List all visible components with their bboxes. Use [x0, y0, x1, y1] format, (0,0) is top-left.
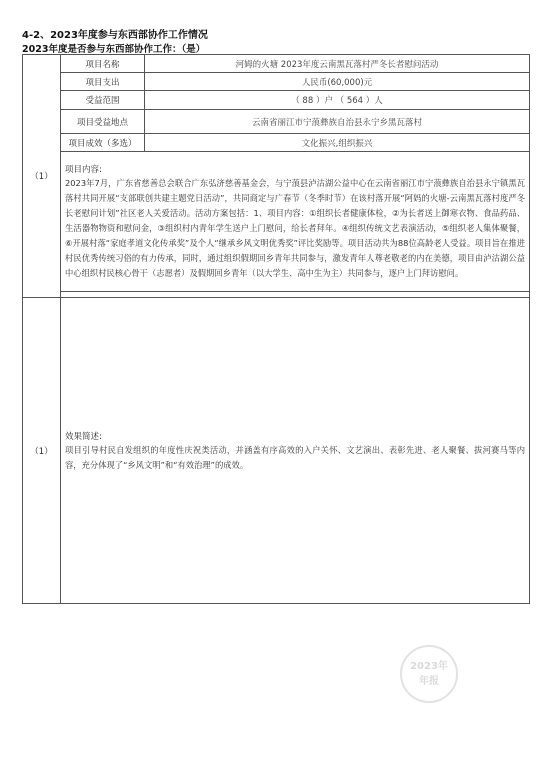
- beneficiary-location-label: 项目受益地点: [61, 110, 145, 134]
- watermark-year: 2023年: [410, 661, 448, 672]
- row-beneficiary-location: [23, 110, 530, 134]
- row-project-expense: [23, 73, 530, 91]
- beneficiary-scope-label: 受益范围: [61, 91, 145, 110]
- row-beneficiary-scope: [23, 91, 530, 110]
- project-name-value: 河姆的火塘 2023年度云南黑瓦落村严冬长者慰问活动: [145, 55, 530, 73]
- row-project-name: [23, 55, 530, 73]
- row-project-content: [23, 152, 530, 292]
- row-effect-summary: [23, 298, 530, 604]
- watermark-label: 年报: [419, 676, 439, 687]
- beneficiary-scope-value: （ 88 ）户 （ 564 ）人: [145, 91, 530, 110]
- section-title: 4-2、2023年度参与东西部协作工作情况: [22, 30, 208, 41]
- effect-summary-title: 效果简述:: [65, 431, 102, 442]
- effect-summary-cell: [61, 298, 530, 604]
- row-index-upper: （1）: [23, 55, 61, 298]
- annual-report-watermark: [400, 645, 458, 703]
- project-effect-label: 项目成效（多选）: [61, 134, 145, 152]
- project-effect-value: 文化振兴,组织振兴: [145, 134, 530, 152]
- project-content-title: 项目内容:: [65, 165, 102, 175]
- beneficiary-location-value: 云南省丽江市宁蒗彝族自治县永宁乡黑瓦落村: [145, 110, 530, 134]
- project-content-text: 2023年7月，广东省慈善总会联合广东弘济慈善基金会，与宁蒗县泸沽湖公益中心在云南省丽江市宁蒗彝族自治县永宁镇黑瓦落村共同开展“支部联创共建主题党日活动”，共同商定与广春节（冬季时节）在该村落开展“阿妈的火塘-云南黑瓦落村度严冬长老慰问计划”社区老人关爱活动。活动方案包括：1、项目内容：①组织长者健康体检，②为长者送上御寒衣物、食品药品、生活器物物资和慰问金，③组织村内青年学生送户上门慰问，给长者拜年。④组织传统文艺表演活动，⑤组织老人集体聚餐，⑥开展村落“家庭孝道文化传承奖”及个人“继承乡风文明优秀奖”评比奖励等。项目活动共为88位高龄老人受益。项目旨在推进村民优秀传统习俗的有力传承，同时，通过组织假期回乡青年共同参与，激发青年人尊老敬老的内在美德，项目由泸沽湖公益中心组织村民核心骨干（志愿者）及假期回乡青年（以大学生、高中生为主）共同参与，逐户上门拜访慰问。: [65, 178, 525, 278]
- section-subtitle: 2023年度是否参与东西部协作工作：（是）: [22, 44, 206, 55]
- cooperation-table: [22, 54, 530, 604]
- project-content-cell: [61, 152, 530, 292]
- row-project-effect: [23, 134, 530, 152]
- project-name-label: 项目名称: [61, 55, 145, 73]
- row-index-lower: （1）: [23, 298, 61, 604]
- project-expense-value: 人民币(60,000)元: [145, 73, 530, 91]
- project-expense-label: 项目支出: [61, 73, 145, 91]
- effect-summary-text: 项目引导村民自发组织的年度性庆祝类活动，并涵盖有序高效的入户关怀、文艺演出、表彰先进、老人聚餐、拔河赛马等内容，充分体现了“乡风文明”和“有效治理”的成效。: [65, 444, 525, 470]
